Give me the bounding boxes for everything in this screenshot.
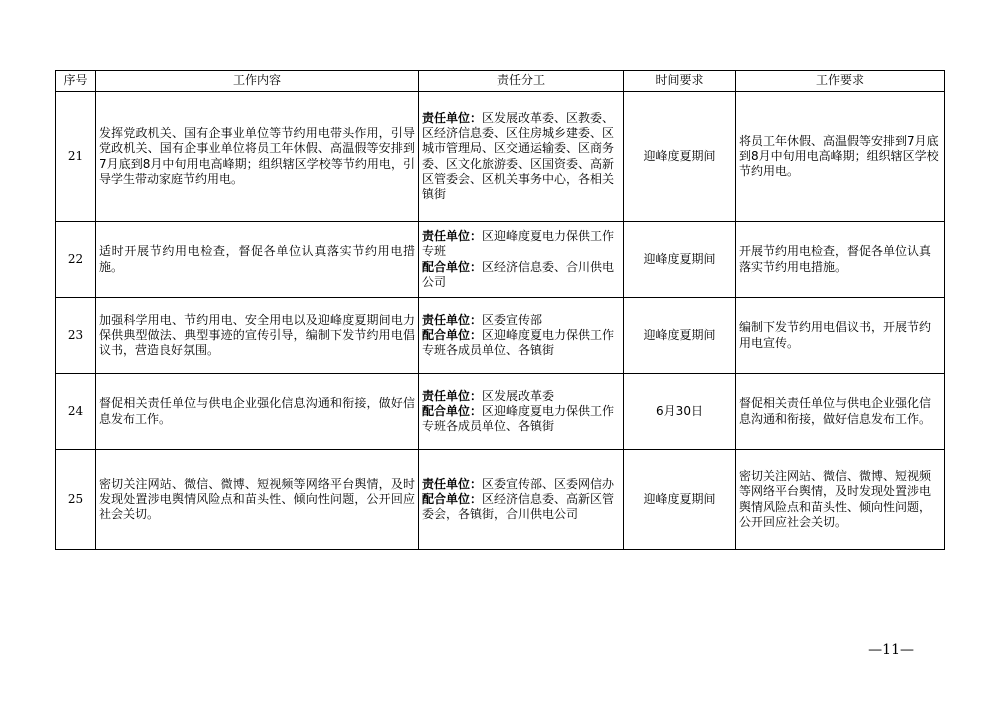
lead-unit-text: 区委宣传部、区委网信办 [482, 476, 615, 491]
work-content: 适时开展节约用电检查，督促各单位认真落实节约用电措施。 [96, 222, 419, 298]
header-requirement: 工作要求 [736, 71, 945, 92]
work-requirement: 编制下发节约用电倡议书，开展节约用电宣传。 [736, 298, 945, 374]
row-number: 23 [56, 298, 96, 374]
work-table [55, 70, 945, 550]
time-requirement: 迎峰度夏期间 [624, 450, 736, 550]
lead-unit-label: 责任单位： [422, 110, 483, 125]
work-requirement: 督促相关责任单位与供电企业强化信息沟通和衔接，做好信息发布工作。 [736, 374, 945, 450]
lead-unit-label: 责任单位： [422, 312, 483, 327]
work-requirement: 将员工年休假、高温假等安排到7月底到8月中旬用电高峰期；组织辖区学校节约用电。 [736, 92, 945, 222]
work-content: 督促相关责任单位与供电企业强化信息沟通和衔接，做好信息发布工作。 [96, 374, 419, 450]
coop-unit-text: 区迎峰度夏电力保供工作专班各成员单位、各镇街 [422, 327, 615, 358]
lead-unit-label: 责任单位： [422, 388, 483, 403]
row-number: 22 [56, 222, 96, 298]
work-requirement: 开展节约用电检查，督促各单位认真落实节约用电措施。 [736, 222, 945, 298]
row-number: 21 [56, 92, 96, 222]
responsibility-cell [419, 222, 624, 298]
responsibility-cell [419, 298, 624, 374]
coop-unit-label: 配合单位： [422, 327, 483, 342]
row-number: 24 [56, 374, 96, 450]
header-time: 时间要求 [624, 71, 736, 92]
lead-unit-text: 区发展改革委 [482, 388, 555, 403]
coop-unit-text: 区迎峰度夏电力保供工作专班各成员单位、各镇街 [422, 403, 615, 434]
work-content: 发挥党政机关、国有企事业单位等节约用电带头作用，引导党政机关、国有企事业单位将员工年休假、高温假等安排到7月底到8月中旬用电高峰期；组织辖区学校等节约用电，引导学生带动家庭节约用电。 [96, 92, 419, 222]
lead-unit-label: 责任单位： [422, 476, 483, 491]
lead-unit-text: 区迎峰度夏电力保供工作专班 [422, 228, 615, 259]
responsibility-cell [419, 450, 624, 550]
table-row [56, 298, 945, 374]
time-requirement: 迎峰度夏期间 [624, 222, 736, 298]
time-requirement: 迎峰度夏期间 [624, 92, 736, 222]
lead-unit-text: 区发展改革委、区教委、区经济信息委、区住房城乡建委、区城市管理局、区交通运输委、区商务委、区文化旅游委、区国资委、高新区管委会、区机关事务中心，各相关镇街 [422, 110, 615, 202]
time-requirement: 6月30日 [624, 374, 736, 450]
lead-unit-text: 区委宣传部 [482, 312, 543, 327]
row-number: 25 [56, 450, 96, 550]
responsibility-cell [419, 92, 624, 222]
header-content: 工作内容 [96, 71, 419, 92]
coop-unit-label: 配合单位： [422, 403, 483, 418]
header-responsibility: 责任分工 [419, 71, 624, 92]
lead-unit-label: 责任单位： [422, 228, 483, 243]
coop-unit-label: 配合单位： [422, 259, 483, 274]
table-row [56, 374, 945, 450]
coop-unit-text: 区经济信息委、高新区管委会，各镇街，合川供电公司 [422, 491, 615, 522]
work-requirement: 密切关注网站、微信、微博、短视频等网络平台舆情，及时发现处置涉电舆情风险点和苗头性、倾向性问题，公开回应社会关切。 [736, 450, 945, 550]
table-row [56, 222, 945, 298]
table-row [56, 92, 945, 222]
work-content: 密切关注网站、微信、微博、短视频等网络平台舆情，及时发现处置涉电舆情风险点和苗头性、倾向性问题，公开回应社会关切。 [96, 450, 419, 550]
table-row [56, 450, 945, 550]
responsibility-cell [419, 374, 624, 450]
page-number: —11— [868, 642, 914, 658]
time-requirement: 迎峰度夏期间 [624, 298, 736, 374]
work-content: 加强科学用电、节约用电、安全用电以及迎峰度夏期间电力保供典型做法、典型事迹的宣传引导，编制下发节约用电倡议书，营造良好氛围。 [96, 298, 419, 374]
header-no: 序号 [56, 71, 96, 92]
coop-unit-label: 配合单位： [422, 491, 483, 506]
coop-unit-text: 区经济信息委、合川供电公司 [422, 259, 615, 289]
table-header-row [56, 71, 945, 92]
